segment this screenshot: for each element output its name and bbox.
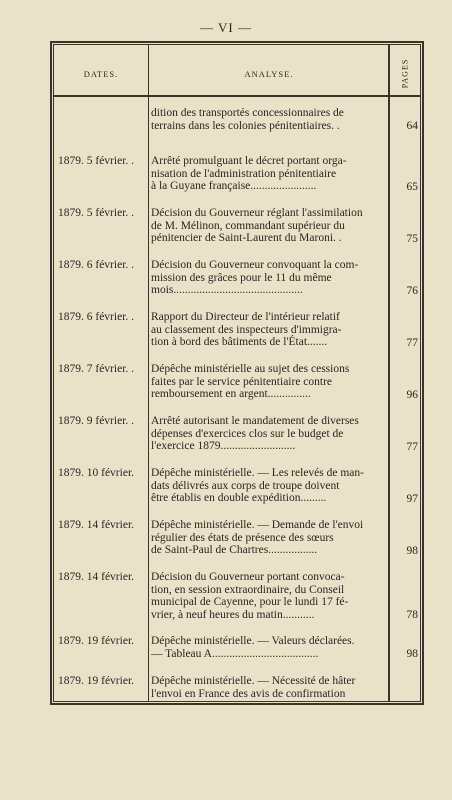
header-dates: DATES.: [83, 69, 119, 79]
entry-page: 77: [406, 441, 418, 453]
entry-date: 1879. 9 février. .: [58, 415, 135, 427]
entry-analyse: Décision du Gouverneur portant convoca- tion, en session extraordinaire, du Conseil municipal de Cayenne, pour le lundi 17 fé- vrier, à neuf heures du matin...........: [151, 571, 349, 621]
entry-date: 1879. 10 février.: [58, 467, 135, 479]
entry-date: 1879. 14 février.: [58, 571, 135, 583]
entry-analyse: Arrêté autorisant le mandatement de diverses dépenses d'exercices clos sur le budget de l'exercice 1879..........................: [151, 415, 359, 453]
entry-page: 64: [406, 120, 418, 132]
column-rule-pages: [388, 45, 390, 701]
entry-page: 96: [406, 389, 418, 401]
entry-date: 1879. 19 février.: [58, 675, 135, 687]
entry-analyse: Décision du Gouverneur convoquant la com- mission des grâces pour le 11 du même mois.............................................: [151, 259, 359, 297]
table-header: [54, 45, 420, 97]
entry-analyse: Dépêche ministérielle. — Nécessité de hâter l'envoi en France des avis de confirmation: [151, 675, 356, 700]
header-analyse: ANALYSE.: [244, 69, 294, 79]
header-pages-cell: [390, 53, 420, 93]
entry-analyse: Dépêche ministérielle. — Demande de l'envoi régulier des états de présence des sœurs de Saint-Paul de Chartres.................: [151, 519, 364, 557]
entry-page: 97: [406, 493, 418, 505]
entry-date: 1879. 6 février. .: [58, 311, 135, 323]
entry-date: 1879. 19 février.: [58, 635, 135, 647]
entry-date: 1879. 14 février.: [58, 519, 135, 531]
entry-date: 1879. 7 février. .: [58, 363, 135, 375]
entry-analyse: Rapport du Directeur de l'intérieur relatif au classement des inspecteurs d'immigra- tion à bord des bâtiments de l'État.......: [151, 311, 342, 349]
entry-page: 98: [406, 545, 418, 557]
entry-page: 75: [406, 233, 418, 245]
entry-analyse: Arrêté promulguant le décret portant orga- nisation de l'administration pénitentiaire à la Guyane française.......................: [151, 155, 347, 193]
header-pages: PAGES: [400, 58, 410, 88]
entry-page: 98: [406, 648, 418, 660]
entry-analyse: Dépêche ministérielle. — Valeurs déclarées. — Tableau A.....................................: [151, 635, 355, 660]
entry-analyse: Dépêche ministérielle au sujet des cessions faites par le service pénitentiaire contre remboursement en argent...............: [151, 363, 350, 401]
entry-analyse: dition des transportés concessionnaires de terrains dans les colonies pénitentiaires. .: [151, 107, 344, 132]
entry-page: 76: [406, 285, 418, 297]
entry-date: 1879. 6 février. .: [58, 259, 135, 271]
column-rule-dates: [148, 45, 149, 701]
page-folio: — VI —: [200, 20, 252, 35]
entry-analyse: Dépêche ministérielle. — Les relevés de man- dats délivrés aux corps de troupe doivent être établis en double expédition.........: [151, 467, 364, 505]
entry-analyse: Décision du Gouverneur réglant l'assimilation de M. Mélinon, commandant supérieur du pénitencier de Saint-Laurent du Maroni. .: [151, 207, 363, 245]
entry-page: 77: [406, 337, 418, 349]
entry-page: 65: [406, 181, 418, 193]
entry-date: 1879. 5 février. .: [58, 155, 135, 167]
index-table: [53, 44, 421, 702]
entry-page: 78: [406, 609, 418, 621]
entry-date: 1879. 5 février. .: [58, 207, 135, 219]
